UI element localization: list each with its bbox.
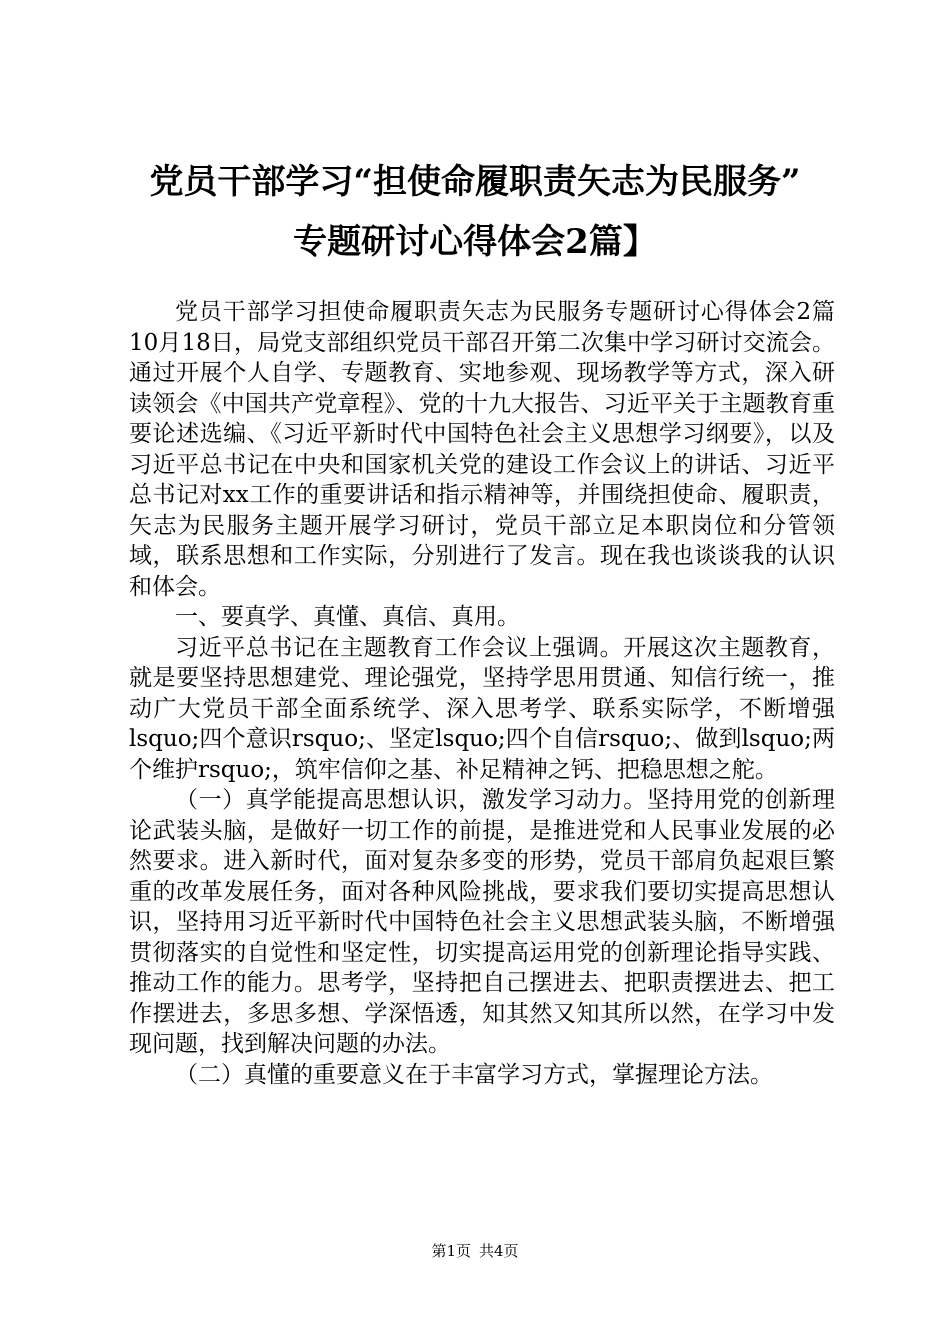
paragraph-subsection-1: （一）真学能提高思想认识，激发学习动力。坚持用党的创新理论武装头脑，是做好一切工作的前提，是推进党和人民事业发展的必然要求。进入新时代，面对复杂多变的形势，党员干部肩负起艰巨繁重的改革发展任务，面对各种风险挑战，要求我们要切实提高思想认识，坚持用习近平新时代中国特色社会主义思想武装头脑，不断增强贯彻落实的自觉性和坚定性，切实提高运用党的创新理论指导实践、推动工作的能力。思考学，坚持把自己摆进去、把职责摆进去、把工作摆进去，多思多想、学深悟透，知其然又知其所以然，在学习中发现问题，找到解决问题的办法。 [129, 787, 835, 1057]
page-number: 第1页 [431, 1242, 471, 1260]
document-title-line-2: 专题研讨心得体会2篇】 [293, 222, 657, 262]
paragraph-intro: 党员干部学习担使命履职责矢志为民服务专题研讨心得体会2篇10月18日，局党支部组织党员干部召开第二次集中学习研讨交流会。通过开展个人自学、专题教育、实地参观、现场教学等方式，深入研读领会《中国共产党章程》、党的十九大报告、习近平关于主题教育重要论述选编、《习近平新时代中国特色社会主义思想学习纲要》，以及习近平总书记在中央和国家机关党的建设工作会议上的讲话、习近平总书记对xx工作的重要讲话和指示精神等，并围绕担使命、履职责，矢志为民服务主题开展学习研讨，党员干部立足本职岗位和分管领域，联系思想和工作实际，分别进行了发言。现在我也谈谈我的认识和体会。 [129, 299, 835, 600]
document-title-line-1: 党员干部学习“担使命履职责矢志为民服务” [149, 162, 801, 202]
paragraph-section-heading: 一、要真学、真懂、真信、真用。 [175, 604, 520, 630]
document-body [129, 297, 835, 1090]
paragraph-quote: 习近平总书记在主题教育工作会议上强调。开展这次主题教育，就是要坚持思想建党、理论强党，坚持学思用贯通、知信行统一，推动广大党员干部全面系统学、深入思考学、联系实际学，不断增强lsquo;四个意识rsquo;、坚定lsquo;四个自信rsquo;、做到lsquo;两个维护rsquo;，筑牢信仰之基、补足精神之钙、把稳思想之舵。 [129, 634, 835, 783]
paragraph-subsection-2: （二）真懂的重要意义在于丰富学习方式，掌握理论方法。 [175, 1061, 773, 1088]
page-footer [0, 1241, 950, 1261]
page-total: 共4页 [479, 1242, 519, 1260]
